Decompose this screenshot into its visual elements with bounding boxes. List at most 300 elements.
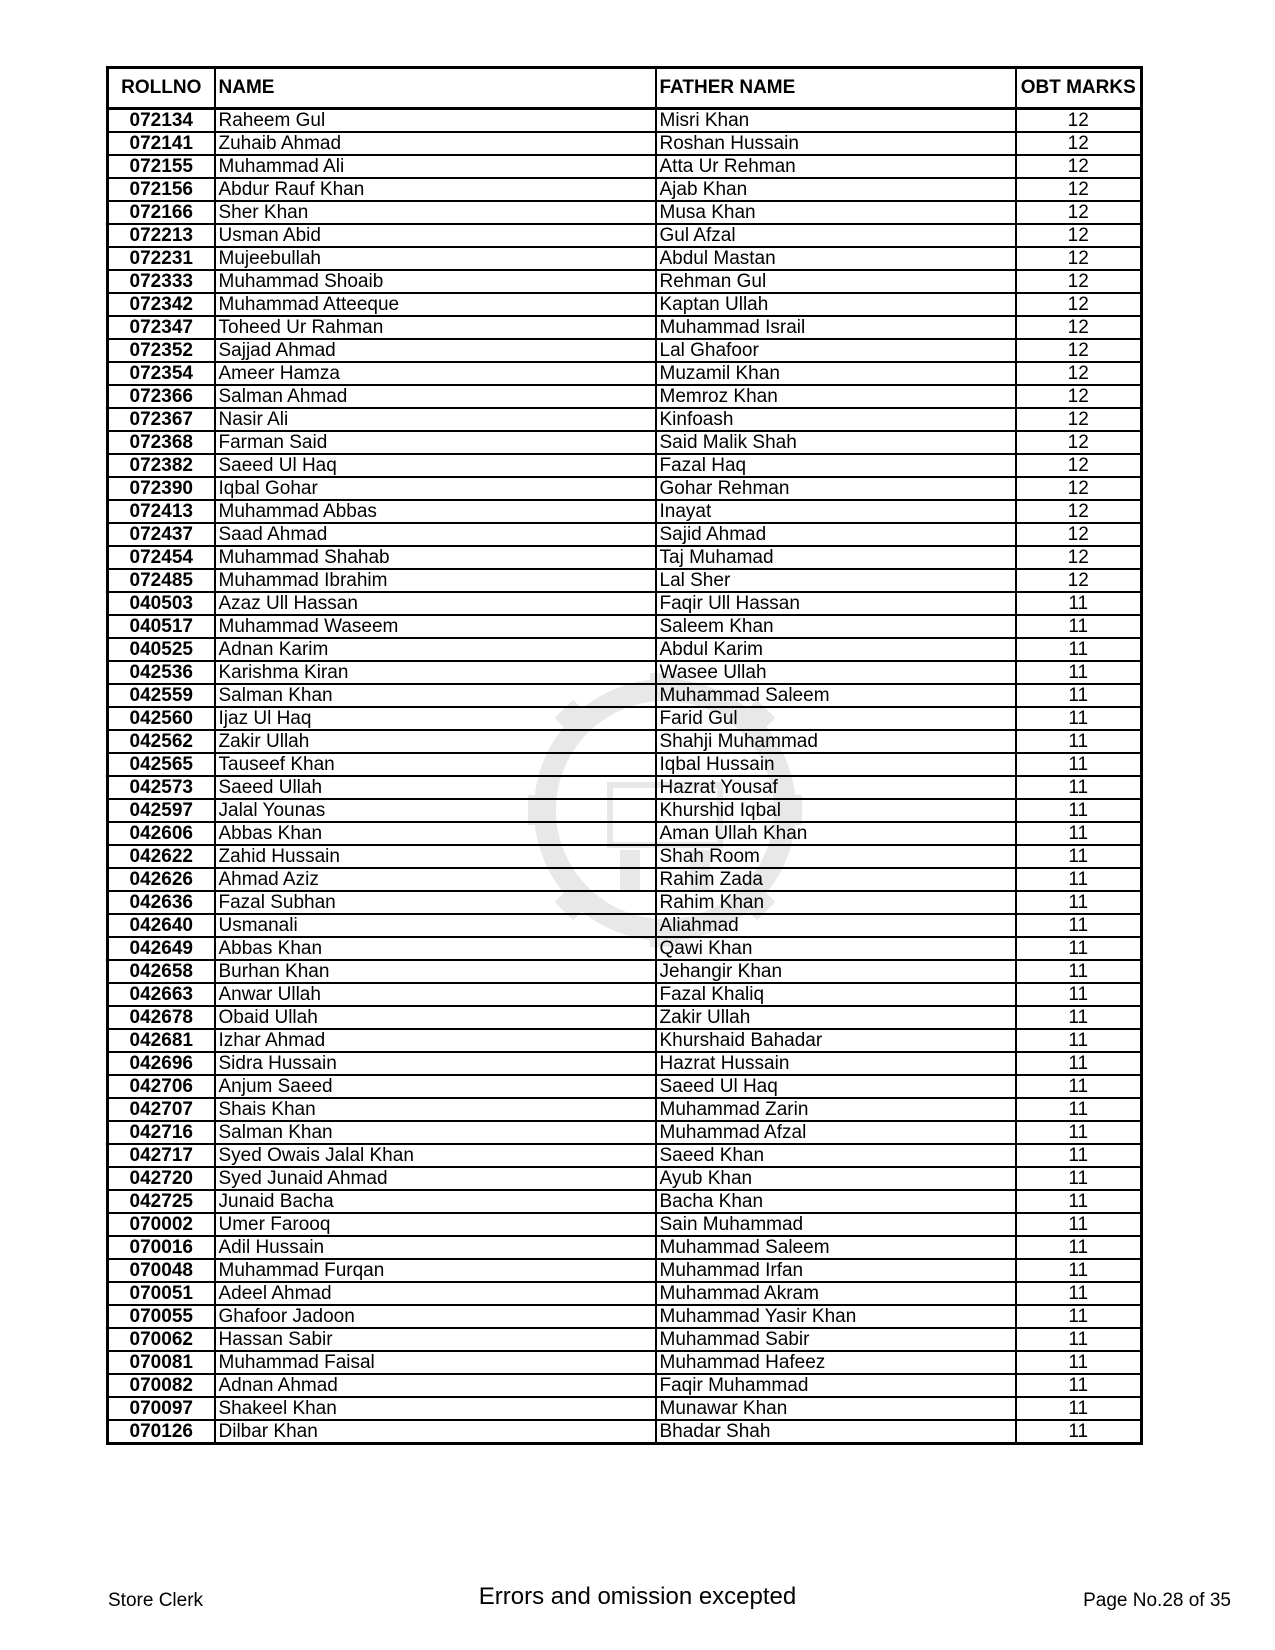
cell-obt-marks: 11	[1016, 1121, 1142, 1144]
cell-father-name: Muhammad Yasir Khan	[656, 1305, 1016, 1328]
cell-father-name: Zakir Ullah	[656, 1006, 1016, 1029]
cell-name: Junaid Bacha	[215, 1190, 656, 1213]
table-row	[108, 776, 1142, 799]
cell-name: Muhammad Faisal	[215, 1351, 656, 1374]
table-row	[108, 385, 1142, 408]
table-row	[108, 1052, 1142, 1075]
cell-rollno: 042536	[108, 661, 215, 684]
cell-obt-marks: 11	[1016, 1259, 1142, 1282]
cell-obt-marks: 12	[1016, 500, 1142, 523]
cell-rollno: 072213	[108, 224, 215, 247]
table-row	[108, 408, 1142, 431]
cell-name: Usmanali	[215, 914, 656, 937]
table-row	[108, 845, 1142, 868]
table-row	[108, 661, 1142, 684]
cell-obt-marks: 12	[1016, 224, 1142, 247]
cell-father-name: Muhammad Sabir	[656, 1328, 1016, 1351]
cell-obt-marks: 11	[1016, 1351, 1142, 1374]
cell-obt-marks: 11	[1016, 1006, 1142, 1029]
cell-rollno: 072413	[108, 500, 215, 523]
cell-name: Ameer Hamza	[215, 362, 656, 385]
table-row	[108, 638, 1142, 661]
cell-father-name: Ayub Khan	[656, 1167, 1016, 1190]
cell-rollno: 040525	[108, 638, 215, 661]
cell-name: Muhammad Ibrahim	[215, 569, 656, 592]
cell-name: Farman Said	[215, 431, 656, 454]
cell-obt-marks: 11	[1016, 753, 1142, 776]
header-father-name: FATHER NAME	[656, 68, 1016, 109]
table-row	[108, 546, 1142, 569]
table-row	[108, 1144, 1142, 1167]
cell-father-name: Iqbal Hussain	[656, 753, 1016, 776]
table-row	[108, 822, 1142, 845]
cell-obt-marks: 12	[1016, 362, 1142, 385]
cell-father-name: Muhammad Zarin	[656, 1098, 1016, 1121]
cell-rollno: 072390	[108, 477, 215, 500]
cell-name: Umer Farooq	[215, 1213, 656, 1236]
header-name: NAME	[215, 68, 656, 109]
cell-rollno: 042717	[108, 1144, 215, 1167]
cell-name: Saeed Ullah	[215, 776, 656, 799]
cell-obt-marks: 12	[1016, 569, 1142, 592]
cell-obt-marks: 12	[1016, 339, 1142, 362]
cell-father-name: Said Malik Shah	[656, 431, 1016, 454]
cell-rollno: 042658	[108, 960, 215, 983]
table-row	[108, 477, 1142, 500]
cell-obt-marks: 12	[1016, 293, 1142, 316]
header-rollno: ROLLNO	[108, 68, 215, 109]
cell-name: Muhammad Ali	[215, 155, 656, 178]
table-row	[108, 1075, 1142, 1098]
cell-name: Nasir Ali	[215, 408, 656, 431]
cell-father-name: Saeed Ul Haq	[656, 1075, 1016, 1098]
cell-father-name: Aliahmad	[656, 914, 1016, 937]
cell-father-name: Shahji Muhammad	[656, 730, 1016, 753]
cell-rollno: 042663	[108, 983, 215, 1006]
cell-rollno: 072354	[108, 362, 215, 385]
table-row	[108, 1374, 1142, 1397]
cell-name: Zuhaib Ahmad	[215, 132, 656, 155]
cell-father-name: Sain Muhammad	[656, 1213, 1016, 1236]
cell-name: Hassan Sabir	[215, 1328, 656, 1351]
cell-obt-marks: 11	[1016, 592, 1142, 615]
cell-father-name: Abdul Karim	[656, 638, 1016, 661]
cell-rollno: 070082	[108, 1374, 215, 1397]
table-row	[108, 1420, 1142, 1444]
cell-name: Saad Ahmad	[215, 523, 656, 546]
cell-obt-marks: 12	[1016, 178, 1142, 201]
cell-father-name: Bacha Khan	[656, 1190, 1016, 1213]
table-row	[108, 1305, 1142, 1328]
table-row	[108, 592, 1142, 615]
cell-father-name: Khurshaid Bahadar	[656, 1029, 1016, 1052]
cell-obt-marks: 11	[1016, 684, 1142, 707]
cell-name: Salman Khan	[215, 1121, 656, 1144]
cell-name: Adnan Karim	[215, 638, 656, 661]
cell-obt-marks: 11	[1016, 960, 1142, 983]
cell-obt-marks: 11	[1016, 799, 1142, 822]
cell-rollno: 072134	[108, 109, 215, 133]
table-body	[108, 109, 1142, 1444]
table-row	[108, 1029, 1142, 1052]
table-row	[108, 1282, 1142, 1305]
cell-rollno: 042716	[108, 1121, 215, 1144]
cell-name: Anjum Saeed	[215, 1075, 656, 1098]
cell-rollno: 070062	[108, 1328, 215, 1351]
cell-name: Muhammad Atteeque	[215, 293, 656, 316]
cell-obt-marks: 12	[1016, 270, 1142, 293]
cell-name: Shakeel Khan	[215, 1397, 656, 1420]
cell-name: Adnan Ahmad	[215, 1374, 656, 1397]
cell-obt-marks: 11	[1016, 1282, 1142, 1305]
table-row	[108, 1098, 1142, 1121]
cell-father-name: Abdul Mastan	[656, 247, 1016, 270]
cell-father-name: Muhammad Saleem	[656, 1236, 1016, 1259]
table-row	[108, 1213, 1142, 1236]
cell-obt-marks: 11	[1016, 1190, 1142, 1213]
cell-obt-marks: 11	[1016, 1305, 1142, 1328]
cell-rollno: 070055	[108, 1305, 215, 1328]
cell-name: Zakir Ullah	[215, 730, 656, 753]
cell-obt-marks: 12	[1016, 477, 1142, 500]
cell-name: Ahmad Aziz	[215, 868, 656, 891]
cell-rollno: 072231	[108, 247, 215, 270]
cell-name: Abbas Khan	[215, 937, 656, 960]
cell-name: Muhammad Abbas	[215, 500, 656, 523]
cell-rollno: 042559	[108, 684, 215, 707]
cell-name: Muhammad Shoaib	[215, 270, 656, 293]
cell-obt-marks: 11	[1016, 1144, 1142, 1167]
cell-rollno: 040503	[108, 592, 215, 615]
cell-rollno: 042706	[108, 1075, 215, 1098]
cell-obt-marks: 11	[1016, 661, 1142, 684]
cell-obt-marks: 11	[1016, 1075, 1142, 1098]
cell-rollno: 072156	[108, 178, 215, 201]
cell-father-name: Gul Afzal	[656, 224, 1016, 247]
table-row	[108, 707, 1142, 730]
cell-obt-marks: 11	[1016, 615, 1142, 638]
table-row	[108, 730, 1142, 753]
cell-name: Adeel Ahmad	[215, 1282, 656, 1305]
cell-rollno: 070048	[108, 1259, 215, 1282]
table-row	[108, 1397, 1142, 1420]
cell-obt-marks: 11	[1016, 638, 1142, 661]
cell-obt-marks: 12	[1016, 109, 1142, 133]
cell-obt-marks: 12	[1016, 454, 1142, 477]
cell-obt-marks: 12	[1016, 247, 1142, 270]
cell-obt-marks: 12	[1016, 316, 1142, 339]
cell-father-name: Wasee Ullah	[656, 661, 1016, 684]
cell-obt-marks: 11	[1016, 1167, 1142, 1190]
cell-rollno: 042626	[108, 868, 215, 891]
cell-rollno: 072342	[108, 293, 215, 316]
cell-father-name: Muhammad Hafeez	[656, 1351, 1016, 1374]
cell-father-name: Ajab Khan	[656, 178, 1016, 201]
cell-name: Raheem Gul	[215, 109, 656, 133]
table-row	[108, 316, 1142, 339]
table-row	[108, 1351, 1142, 1374]
cell-father-name: Hazrat Yousaf	[656, 776, 1016, 799]
cell-name: Mujeebullah	[215, 247, 656, 270]
table-row	[108, 224, 1142, 247]
cell-rollno: 072368	[108, 431, 215, 454]
cell-father-name: Inayat	[656, 500, 1016, 523]
cell-obt-marks: 11	[1016, 983, 1142, 1006]
cell-father-name: Taj Muhamad	[656, 546, 1016, 569]
table-row	[108, 293, 1142, 316]
cell-rollno: 040517	[108, 615, 215, 638]
results-table	[106, 66, 1143, 1445]
cell-name: Karishma Kiran	[215, 661, 656, 684]
cell-rollno: 070126	[108, 1420, 215, 1444]
cell-obt-marks: 11	[1016, 914, 1142, 937]
table-row	[108, 339, 1142, 362]
cell-name: Sajjad Ahmad	[215, 339, 656, 362]
table-row	[108, 1259, 1142, 1282]
cell-obt-marks: 12	[1016, 546, 1142, 569]
cell-name: Dilbar Khan	[215, 1420, 656, 1444]
cell-father-name: Kinfoash	[656, 408, 1016, 431]
cell-obt-marks: 12	[1016, 431, 1142, 454]
cell-name: Shais Khan	[215, 1098, 656, 1121]
cell-name: Tauseef Khan	[215, 753, 656, 776]
cell-name: Ghafoor Jadoon	[215, 1305, 656, 1328]
cell-rollno: 072454	[108, 546, 215, 569]
cell-obt-marks: 11	[1016, 1420, 1142, 1444]
cell-rollno: 042606	[108, 822, 215, 845]
cell-name: Ijaz Ul Haq	[215, 707, 656, 730]
cell-rollno: 042681	[108, 1029, 215, 1052]
table-row	[108, 799, 1142, 822]
cell-obt-marks: 11	[1016, 891, 1142, 914]
cell-name: Azaz Ull Hassan	[215, 592, 656, 615]
table-row	[108, 270, 1142, 293]
cell-father-name: Muhammad Akram	[656, 1282, 1016, 1305]
cell-obt-marks: 11	[1016, 1374, 1142, 1397]
table-row	[108, 523, 1142, 546]
cell-obt-marks: 12	[1016, 155, 1142, 178]
cell-father-name: Musa Khan	[656, 201, 1016, 224]
cell-name: Toheed Ur Rahman	[215, 316, 656, 339]
table-row	[108, 454, 1142, 477]
table-row	[108, 1328, 1142, 1351]
cell-father-name: Muzamil Khan	[656, 362, 1016, 385]
cell-name: Abdur Rauf Khan	[215, 178, 656, 201]
header-obt-marks: OBT MARKS	[1016, 68, 1142, 109]
cell-name: Zahid Hussain	[215, 845, 656, 868]
cell-obt-marks: 11	[1016, 1397, 1142, 1420]
table-row	[108, 1236, 1142, 1259]
cell-rollno: 072367	[108, 408, 215, 431]
cell-obt-marks: 11	[1016, 1098, 1142, 1121]
cell-rollno: 042636	[108, 891, 215, 914]
table-row	[108, 1121, 1142, 1144]
cell-rollno: 042597	[108, 799, 215, 822]
cell-rollno: 042649	[108, 937, 215, 960]
cell-name: Obaid Ullah	[215, 1006, 656, 1029]
table-row	[108, 569, 1142, 592]
cell-father-name: Shah Room	[656, 845, 1016, 868]
cell-rollno: 072382	[108, 454, 215, 477]
cell-rollno: 042720	[108, 1167, 215, 1190]
footer-page-number: Page No.28 of 35	[1083, 1590, 1231, 1611]
cell-father-name: Rahim Zada	[656, 868, 1016, 891]
cell-obt-marks: 11	[1016, 776, 1142, 799]
cell-father-name: Saeed Khan	[656, 1144, 1016, 1167]
cell-name: Usman Abid	[215, 224, 656, 247]
cell-rollno: 072347	[108, 316, 215, 339]
cell-father-name: Saleem Khan	[656, 615, 1016, 638]
cell-rollno: 042678	[108, 1006, 215, 1029]
table-row	[108, 132, 1142, 155]
cell-rollno: 072366	[108, 385, 215, 408]
cell-father-name: Jehangir Khan	[656, 960, 1016, 983]
cell-father-name: Muhammad Israil	[656, 316, 1016, 339]
cell-father-name: Muhammad Saleem	[656, 684, 1016, 707]
cell-obt-marks: 11	[1016, 1236, 1142, 1259]
cell-father-name: Memroz Khan	[656, 385, 1016, 408]
table-row	[108, 753, 1142, 776]
cell-rollno: 042622	[108, 845, 215, 868]
cell-father-name: Faqir Ull Hassan	[656, 592, 1016, 615]
cell-rollno: 072485	[108, 569, 215, 592]
cell-obt-marks: 11	[1016, 937, 1142, 960]
cell-father-name: Gohar Rehman	[656, 477, 1016, 500]
cell-father-name: Hazrat Hussain	[656, 1052, 1016, 1075]
cell-rollno: 072166	[108, 201, 215, 224]
cell-obt-marks: 11	[1016, 1052, 1142, 1075]
cell-name: Adil Hussain	[215, 1236, 656, 1259]
cell-father-name: Rehman Gul	[656, 270, 1016, 293]
cell-name: Sher Khan	[215, 201, 656, 224]
table-row	[108, 362, 1142, 385]
cell-rollno: 042562	[108, 730, 215, 753]
cell-father-name: Misri Khan	[656, 109, 1016, 133]
cell-rollno: 070016	[108, 1236, 215, 1259]
cell-father-name: Lal Ghafoor	[656, 339, 1016, 362]
cell-name: Anwar Ullah	[215, 983, 656, 1006]
cell-father-name: Faqir Muhammad	[656, 1374, 1016, 1397]
cell-name: Muhammad Waseem	[215, 615, 656, 638]
table-row	[108, 891, 1142, 914]
cell-name: Abbas Khan	[215, 822, 656, 845]
cell-father-name: Sajid Ahmad	[656, 523, 1016, 546]
cell-rollno: 070002	[108, 1213, 215, 1236]
cell-rollno: 042707	[108, 1098, 215, 1121]
table-header-row	[108, 68, 1142, 109]
footer-store-clerk: Store Clerk	[108, 1590, 204, 1611]
cell-father-name: Rahim Khan	[656, 891, 1016, 914]
cell-name: Iqbal Gohar	[215, 477, 656, 500]
cell-obt-marks: 12	[1016, 132, 1142, 155]
cell-father-name: Farid Gul	[656, 707, 1016, 730]
table-row	[108, 155, 1142, 178]
cell-father-name: Muhammad Afzal	[656, 1121, 1016, 1144]
table-row	[108, 247, 1142, 270]
cell-obt-marks: 12	[1016, 523, 1142, 546]
cell-obt-marks: 11	[1016, 1213, 1142, 1236]
cell-obt-marks: 12	[1016, 385, 1142, 408]
cell-rollno: 042560	[108, 707, 215, 730]
cell-rollno: 042565	[108, 753, 215, 776]
cell-father-name: Lal Sher	[656, 569, 1016, 592]
table-row	[108, 1167, 1142, 1190]
cell-rollno: 072155	[108, 155, 215, 178]
cell-obt-marks: 11	[1016, 822, 1142, 845]
table-row	[108, 500, 1142, 523]
cell-rollno: 072437	[108, 523, 215, 546]
cell-name: Salman Ahmad	[215, 385, 656, 408]
cell-rollno: 072352	[108, 339, 215, 362]
cell-obt-marks: 11	[1016, 845, 1142, 868]
cell-father-name: Kaptan Ullah	[656, 293, 1016, 316]
cell-name: Syed Junaid Ahmad	[215, 1167, 656, 1190]
cell-rollno: 070097	[108, 1397, 215, 1420]
cell-rollno: 072333	[108, 270, 215, 293]
table-row	[108, 937, 1142, 960]
cell-name: Burhan Khan	[215, 960, 656, 983]
cell-rollno: 070081	[108, 1351, 215, 1374]
footer-disclaimer: Errors and omission excepted	[478, 1583, 797, 1610]
cell-obt-marks: 12	[1016, 201, 1142, 224]
table-row	[108, 1190, 1142, 1213]
cell-rollno: 070051	[108, 1282, 215, 1305]
cell-father-name: Roshan Hussain	[656, 132, 1016, 155]
table-row	[108, 201, 1142, 224]
cell-father-name: Qawi Khan	[656, 937, 1016, 960]
cell-rollno: 042696	[108, 1052, 215, 1075]
table-row	[108, 960, 1142, 983]
table-row	[108, 983, 1142, 1006]
cell-name: Saeed Ul Haq	[215, 454, 656, 477]
cell-name: Sidra Hussain	[215, 1052, 656, 1075]
cell-obt-marks: 11	[1016, 868, 1142, 891]
cell-father-name: Bhadar Shah	[656, 1420, 1016, 1444]
cell-father-name: Aman Ullah Khan	[656, 822, 1016, 845]
cell-name: Syed Owais Jalal Khan	[215, 1144, 656, 1167]
cell-father-name: Khurshid Iqbal	[656, 799, 1016, 822]
cell-name: Muhammad Shahab	[215, 546, 656, 569]
cell-father-name: Munawar Khan	[656, 1397, 1016, 1420]
cell-father-name: Muhammad Irfan	[656, 1259, 1016, 1282]
cell-obt-marks: 11	[1016, 1328, 1142, 1351]
cell-father-name: Fazal Haq	[656, 454, 1016, 477]
table-row	[108, 431, 1142, 454]
table-row	[108, 109, 1142, 133]
cell-rollno: 042573	[108, 776, 215, 799]
cell-rollno: 042640	[108, 914, 215, 937]
table-row	[108, 178, 1142, 201]
cell-father-name: Fazal Khaliq	[656, 983, 1016, 1006]
table-row	[108, 914, 1142, 937]
table-row	[108, 684, 1142, 707]
cell-father-name: Atta Ur Rehman	[656, 155, 1016, 178]
cell-obt-marks: 12	[1016, 408, 1142, 431]
cell-obt-marks: 11	[1016, 707, 1142, 730]
table-row	[108, 868, 1142, 891]
cell-rollno: 072141	[108, 132, 215, 155]
cell-obt-marks: 11	[1016, 730, 1142, 753]
cell-name: Salman Khan	[215, 684, 656, 707]
cell-name: Fazal Subhan	[215, 891, 656, 914]
table-row	[108, 1006, 1142, 1029]
cell-name: Muhammad Furqan	[215, 1259, 656, 1282]
table-row	[108, 615, 1142, 638]
cell-name: Jalal Younas	[215, 799, 656, 822]
cell-name: Izhar Ahmad	[215, 1029, 656, 1052]
cell-obt-marks: 11	[1016, 1029, 1142, 1052]
cell-rollno: 042725	[108, 1190, 215, 1213]
